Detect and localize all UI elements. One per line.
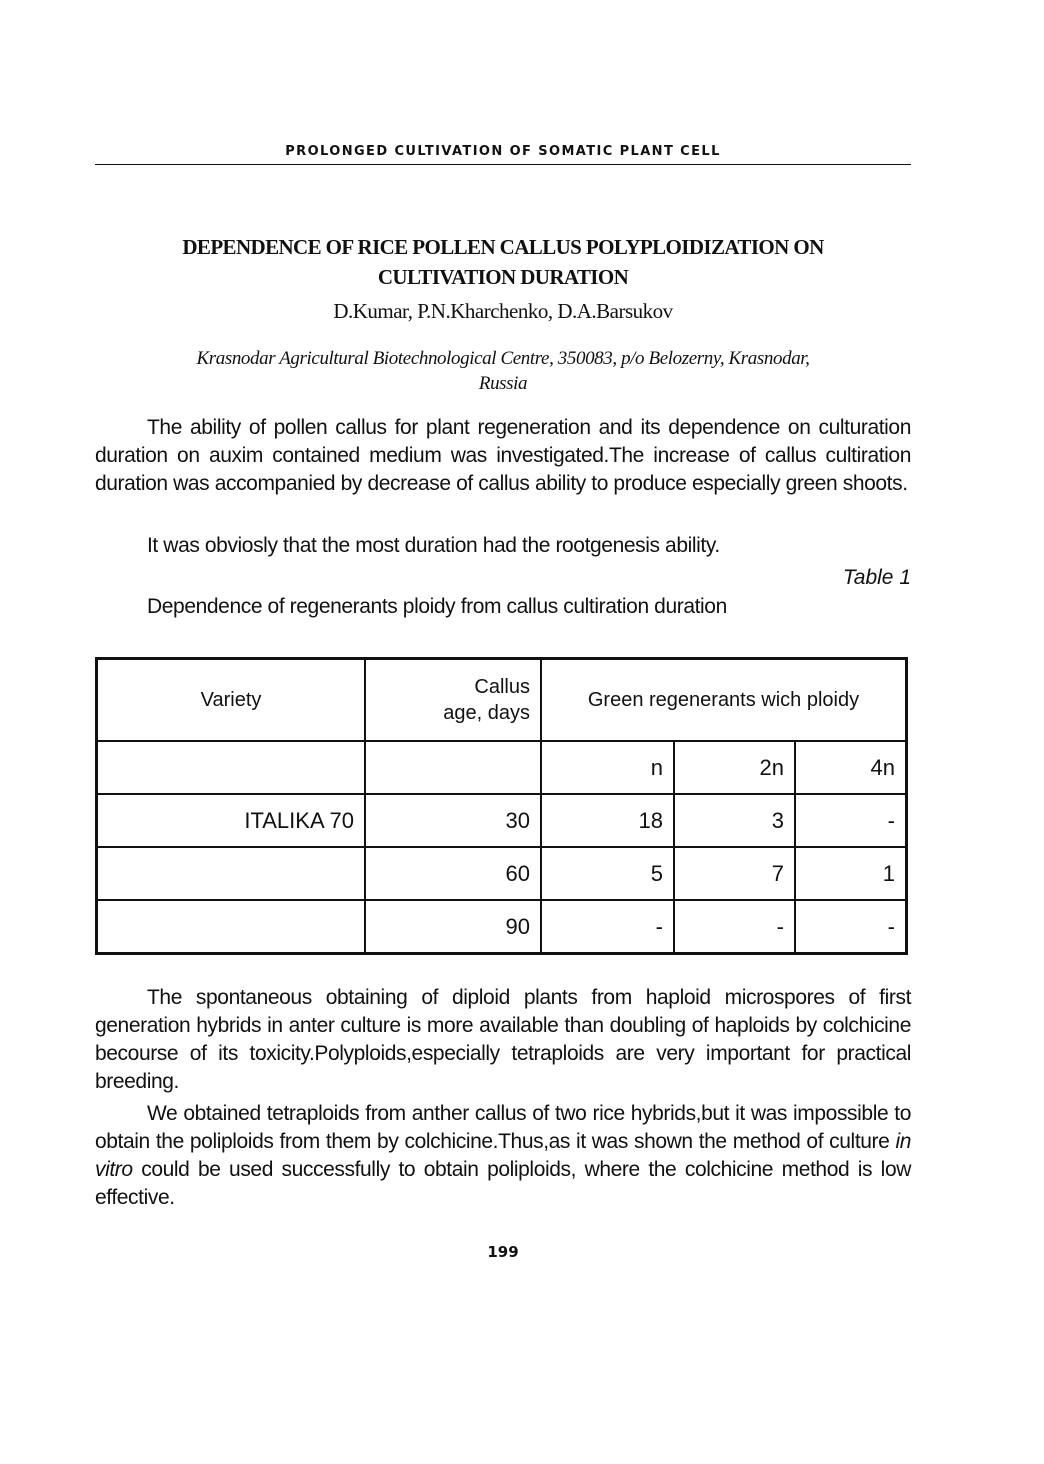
cell-age: 60 bbox=[365, 847, 541, 900]
header-2n: 2n bbox=[674, 741, 795, 794]
header-4n: 4n bbox=[795, 741, 907, 794]
page-number: 199 bbox=[487, 1243, 519, 1261]
cell-2n: 3 bbox=[674, 794, 795, 847]
cell-4n: - bbox=[795, 794, 907, 847]
ploidy-table bbox=[95, 657, 908, 955]
header-green-regenerants: Green regenerants wich ploidy bbox=[541, 659, 907, 742]
cell-n: 18 bbox=[541, 794, 674, 847]
cell-age: 30 bbox=[365, 794, 541, 847]
title-line-1: DEPENDENCE OF RICE POLLEN CALLUS POLYPLOIDIZATION ON bbox=[182, 235, 824, 259]
header-n: n bbox=[541, 741, 674, 794]
header-callus-line-1: Callus bbox=[474, 676, 530, 698]
table-row bbox=[97, 900, 907, 954]
in-vitro-italic: in vitro bbox=[95, 1130, 911, 1181]
cell-4n: - bbox=[795, 900, 907, 954]
abstract-paragraph-2: It was obviosly that the most duration had the rootgenesis ability. bbox=[147, 534, 720, 557]
table-caption: Dependence of regenerants ploidy from callus cultiration duration bbox=[147, 595, 727, 618]
cell-variety: ITALIKA 70 bbox=[97, 794, 366, 847]
cell-n: - bbox=[541, 900, 674, 954]
subheader-empty-age bbox=[365, 741, 541, 794]
article-title bbox=[95, 232, 911, 292]
header-callus-age bbox=[365, 659, 541, 742]
table-row bbox=[97, 794, 907, 847]
table-header-row bbox=[97, 659, 907, 742]
subheader-empty-variety bbox=[97, 741, 366, 794]
header-rule bbox=[95, 164, 911, 165]
affiliation-line-1: Krasnodar Agricultural Biotechnological Centre, 350083, p/o Belozerny, Krasnodar, bbox=[196, 348, 810, 369]
authors: D.Kumar, P.N.Kharchenko, D.A.Barsukov bbox=[333, 299, 673, 323]
cell-age: 90 bbox=[365, 900, 541, 954]
cell-2n: - bbox=[674, 900, 795, 954]
cell-variety bbox=[97, 900, 366, 954]
header-variety: Variety bbox=[97, 659, 366, 742]
cell-n: 5 bbox=[541, 847, 674, 900]
cell-4n: 1 bbox=[795, 847, 907, 900]
table-row bbox=[97, 847, 907, 900]
cell-variety bbox=[97, 847, 366, 900]
affiliation bbox=[95, 346, 911, 396]
running-head: PROLONGED CULTIVATION OF SOMATIC PLANT CELL bbox=[285, 144, 721, 159]
table-subheader-row bbox=[97, 741, 907, 794]
body-paragraph-2 bbox=[95, 1100, 911, 1212]
cell-2n: 7 bbox=[674, 847, 795, 900]
paragraph-2-text-end: could be used successfully to obtain poliploids, where the colchicine method is low effective. bbox=[95, 1158, 911, 1209]
affiliation-line-2: Russia bbox=[478, 373, 528, 394]
paragraph-2-text-start: We obtained tetraploids from anther callus of two rice hybrids,but it was impossible to obtain the poliploids from them by colchicine.Thus,as it was shown the method of culture bbox=[95, 1102, 911, 1153]
abstract-paragraph-1: The ability of pollen callus for plant regeneration and its dependence on culturation duration on auxim contained medium was investigated.The increase of callus cultiration duration was accompanied by decrease of callus ability to produce especially green shoots. bbox=[95, 416, 911, 495]
table-label: Table 1 bbox=[842, 566, 911, 589]
header-callus-line-2: age, days bbox=[443, 702, 530, 724]
title-line-2: CULTIVATION DURATION bbox=[377, 265, 629, 289]
body-paragraph-1: The spontaneous obtaining of diploid plants from haploid microspores of first generation hybrids in anter culture is more available than doubling of haploids by colchicine becourse of its toxicity.Polyploids,especially tetraploids are very important for practical breeding. bbox=[95, 986, 911, 1093]
